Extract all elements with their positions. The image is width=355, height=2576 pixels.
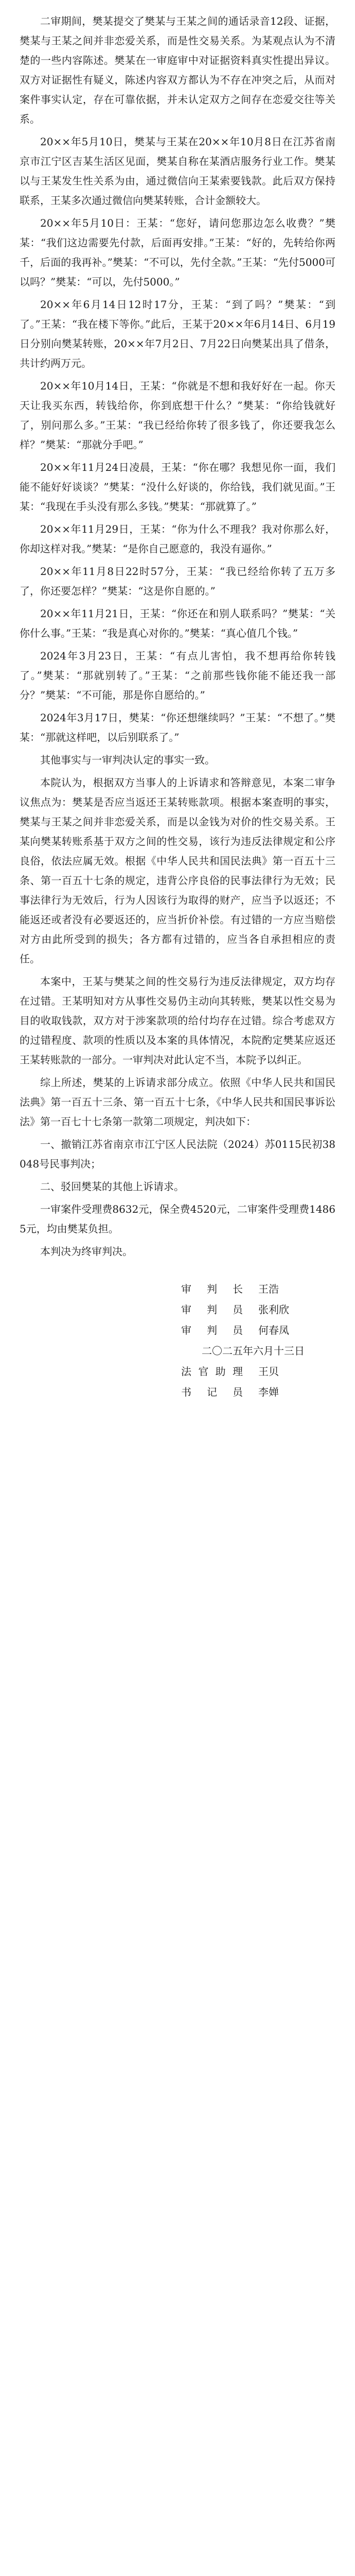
paragraph-chat-6: 20××年11月8日22时57分，王某：“我已经给你转了五万多了，你还要怎样？”樊某：“这是你自愿的。” bbox=[20, 565, 335, 597]
paragraph-appeal-evidence: 二审期间，樊某提交了樊某与王某之间的通话录音12段、证据，樊某与王某之间并非恋爱关系，而是性交易关系。为某观点认为不清楚的一些内容陈述。樊某在一审庭审中对证据资料真实性提出异议。双方对证据性有疑义，陈述内容双方都认为不存在冲突之后，从而对案件事实认定，存在可靠依据，并未认定双方之间存在恋爱交往等关系。 bbox=[20, 15, 335, 125]
signature-name: 张利欣 bbox=[258, 1303, 289, 1316]
paragraph-chat-2: 20××年6月14日12时17分，王某：“到了吗？”樊某：“到了。”王某：“我在楼下等你。”此后，王某于20××年6月14日、6月19日分别向樊某转账，20××年7月2日、7月22日向樊某出具了借条，共计约两万元。 bbox=[20, 298, 335, 369]
paragraph-chat-8: 2024年3月23日，王某：“有点儿害怕，我不想再给你转钱了。”樊某：“那就别转了。”王某：“之前那些钱你能不能还我一部分？”樊某：“不可能，那是你自愿给的。” bbox=[20, 650, 335, 701]
signature-row bbox=[20, 1382, 320, 1402]
signature-row bbox=[20, 1320, 320, 1341]
paragraph-other-facts: 其他事实与一审判决认定的事实一致。 bbox=[40, 754, 215, 766]
signature-role: 审判长 bbox=[181, 1283, 243, 1295]
judgment-date: 二〇二五年六月十三日 bbox=[202, 1345, 305, 1357]
paragraph-facts: 20××年5月10日，樊某与王某在20××年10月8日在江苏省南京市江宁区吉某生活区见面，樊某自称在某酒店服务行业工作。樊某以与王某发生性关系为由，通过微信向王某索要钱款。此后双方保持联系，王某多次通过微信向樊某转账，合计金额较大。 bbox=[20, 135, 335, 207]
signature-name: 王贝 bbox=[258, 1365, 279, 1378]
paragraph-fees: 一审案件受理费8632元，保全费4520元，二审案件受理费14865元，均由樊某负担。 bbox=[20, 1203, 335, 1235]
signature-name: 王浩 bbox=[258, 1283, 279, 1295]
signature-name: 李婵 bbox=[258, 1386, 279, 1398]
paragraph-chat-7: 20××年11月21日，王某：“你还在和别人联系吗？”樊某：“关你什么事。”王某：“我是真心对你的。”樊某：“真心值几个钱。” bbox=[20, 607, 335, 639]
signature-role: 审判员 bbox=[181, 1303, 243, 1316]
signature-role: 书记员 bbox=[181, 1386, 243, 1398]
signature-role: 法官助理 bbox=[181, 1365, 243, 1378]
signature-row bbox=[20, 1299, 320, 1320]
signature-row bbox=[20, 1279, 320, 1299]
paragraph-court-analysis: 本案中，王某与樊某之间的性交易行为违反法律规定，双方均存在过错。王某明知对方从事性交易仍主动向其转账，樊某以性交易为目的收取钱款，双方对于涉案款项的给付均存在过错。综合考虑双方的过错程度、款项的性质以及本案的具体情况，本院酌定樊某应返还王某转账款的一部分。一审判决对此认定不当，本院予以纠正。 bbox=[20, 975, 335, 1066]
paragraph-chat-5: 20××年11月29日，王某：“你为什么不理我？我对你那么好，你却这样对我。”樊某：“是你自己愿意的，我没有逼你。” bbox=[20, 523, 335, 555]
signature-block bbox=[20, 1279, 335, 1402]
paragraph-ruling-2: 二、驳回樊某的其他上诉请求。 bbox=[40, 1180, 184, 1193]
paragraph-final: 本判决为终审判决。 bbox=[40, 1245, 133, 1258]
paragraph-ruling-1: 一、撤销江苏省南京市江宁区人民法院（2024）苏0115民初38048号民事判决； bbox=[20, 1138, 335, 1170]
signature-name: 何春凤 bbox=[258, 1324, 289, 1336]
paragraph-chat-3: 20××年10月14日，王某：“你就是不想和我好好在一起。你天天让我买东西，转钱给你，你到底想干什么？”樊某：“你给钱就好了，别问那么多。”王某：“我已经给你转了很多钱了，你还要我怎么样？”樊某：“那就分手吧。” bbox=[20, 380, 335, 451]
paragraph-chat-9: 2024年3月17日，樊某：“你还想继续吗？”王某：“不想了。”樊某：“那就这样吧，以后别联系了。” bbox=[20, 711, 335, 743]
paragraph-court-opinion: 本院认为，根据双方当事人的上诉请求和答辩意见，本案二审争议焦点为：樊某是否应当返还王某转账款项。根据本案查明的事实，樊某与王某之间并非恋爱关系，而是以金钱为对价的性交易关系。王某向樊某转账系基于双方之间的性交易，该行为违反法律规定和公序良俗，依法应属无效。根据《中华人民共和国民法典》第一百五十三条、第一百五十七条的规定，违背公序良俗的民事法律行为无效；民事法律行为无效后，行为人因该行为取得的财产，应当予以返还；不能返还或者没有必要返还的，应当折价补偿。有过错的一方应当赔偿对方由此所受到的损失；各方都有过错的，应当各自承担相应的责任。 bbox=[20, 776, 335, 965]
paragraph-chat-1: 20××年5月10日：王某：“您好，请问您那边怎么收费？”樊某：“我们这边需要先付款，后面再安排。”王某：“好的，先转给你两千，后面的我再补。”樊某：“不可以，先付全款。”王某：“先付5000可以吗？”樊某：“可以，先付5000。” bbox=[20, 217, 335, 288]
signature-row bbox=[20, 1361, 320, 1382]
paragraph-conclusion: 综上所述，樊某的上诉请求部分成立。依照《中华人民共和国民法典》第一百五十三条、第一百五十七条，《中华人民共和国民事诉讼法》第一百七十七条第一款第二项规定，判决如下： bbox=[20, 1076, 335, 1128]
signature-role: 审判员 bbox=[181, 1324, 243, 1336]
paragraph-chat-4: 20××年11月24日凌晨，王某：“你在哪？我想见你一面，我们能不能好好谈谈？”樊某：“没什么好谈的，你给钱，我们就见面。”王某：“我现在手头没有那么多钱。”樊某：“那就算了。” bbox=[20, 461, 335, 513]
